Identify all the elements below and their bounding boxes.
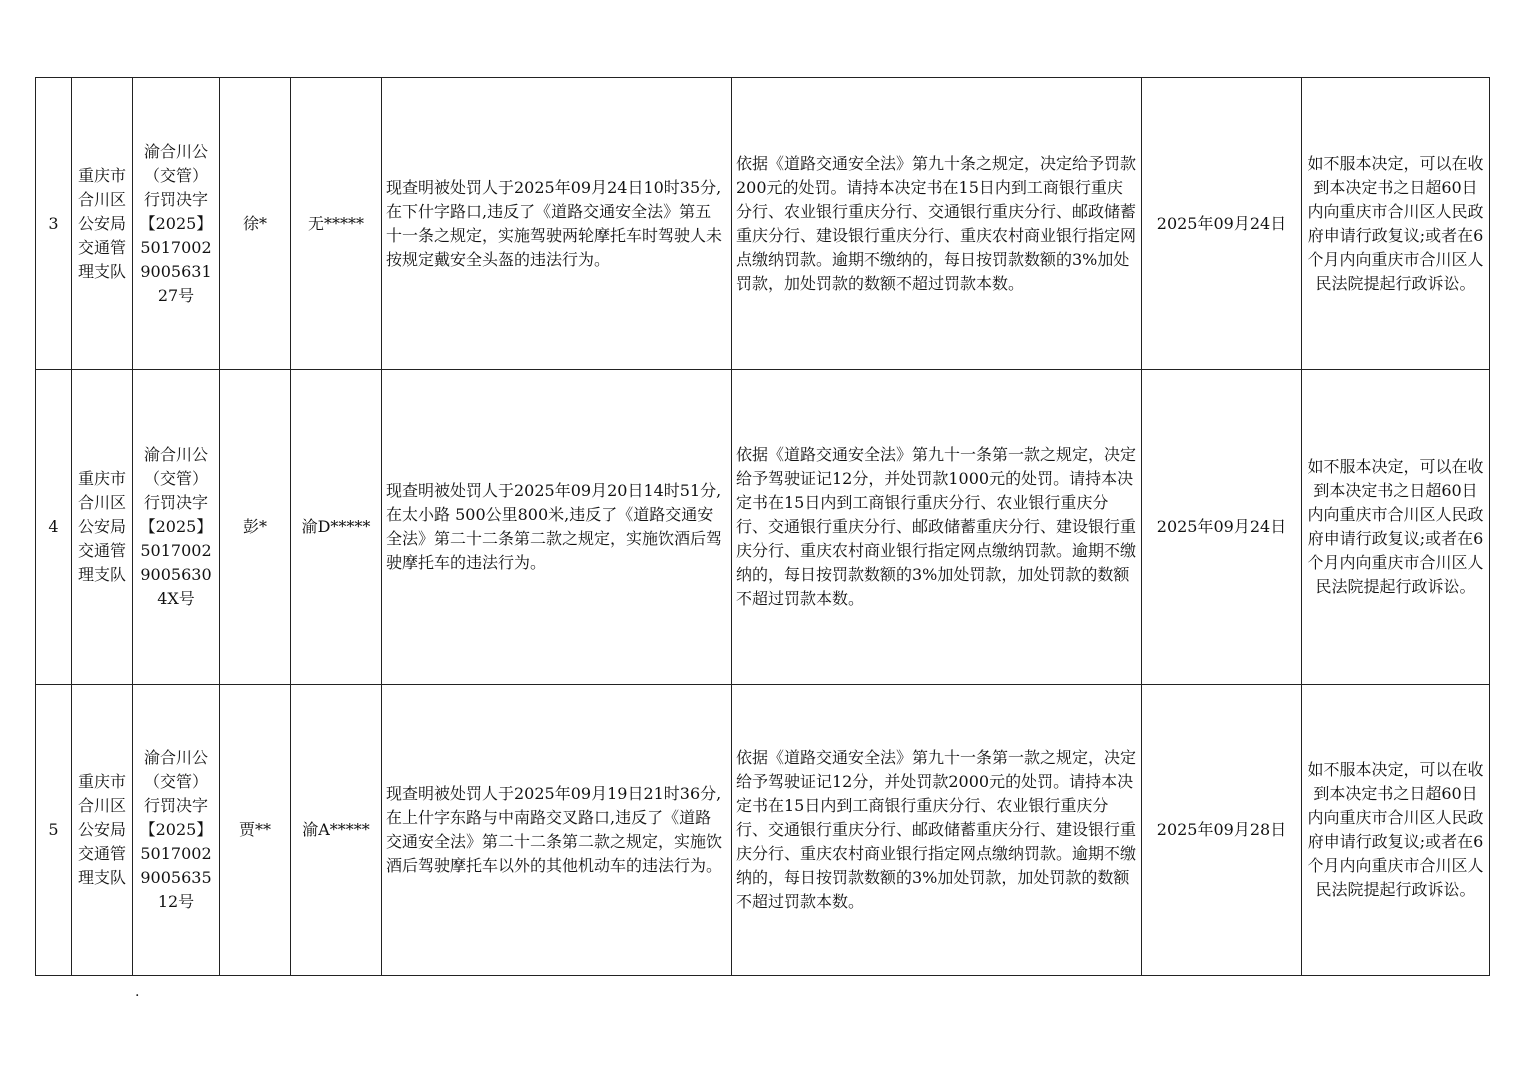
legal-remedy: 如不服本决定，可以在收到本决定书之日超60日内向重庆市合川区人民政府申请行政复议;或者在6个月内向重庆市合川区人民法院提起行政诉讼。 bbox=[1302, 78, 1490, 370]
enforcement-agency: 重庆市合川区公安局交通管理支队 bbox=[72, 78, 133, 370]
table-row bbox=[36, 370, 1490, 685]
penalty-decision-table bbox=[35, 77, 1490, 976]
row-number: 4 bbox=[36, 370, 72, 685]
footer-mark: . bbox=[135, 984, 140, 1000]
decision-date: 2025年09月24日 bbox=[1142, 370, 1302, 685]
penalty-basis: 依据《道路交通安全法》第九十条之规定，决定给予罚款200元的处罚。请持本决定书在15日内到工商银行重庆分行、农业银行重庆分行、交通银行重庆分行、邮政储蓄重庆分行、建设银行重庆分行、重庆农村商业银行指定网点缴纳罚款。逾期不缴纳的，每日按罚款数额的3%加处罚款，加处罚款的数额不超过罚款本数。 bbox=[732, 78, 1142, 370]
penalty-basis: 依据《道路交通安全法》第九十一条第一款之规定，决定给予驾驶证记12分，并处罚款1000元的处罚。请持本决定书在15日内到工商银行重庆分行、农业银行重庆分行、交通银行重庆分行、邮政储蓄重庆分行、建设银行重庆分行、重庆农村商业银行指定网点缴纳罚款。逾期不缴纳的，每日按罚款数额的3%加处罚款，加处罚款的数额不超过罚款本数。 bbox=[732, 370, 1142, 685]
legal-remedy: 如不服本决定，可以在收到本决定书之日超60日内向重庆市合川区人民政府申请行政复议;或者在6个月内向重庆市合川区人民法院提起行政诉讼。 bbox=[1302, 370, 1490, 685]
enforcement-agency: 重庆市合川区公安局交通管理支队 bbox=[72, 685, 133, 976]
license-plate: 无***** bbox=[291, 78, 382, 370]
legal-remedy: 如不服本决定，可以在收到本决定书之日超60日内向重庆市合川区人民政府申请行政复议;或者在6个月内向重庆市合川区人民法院提起行政诉讼。 bbox=[1302, 685, 1490, 976]
table-row bbox=[36, 78, 1490, 370]
row-number: 5 bbox=[36, 685, 72, 976]
offender-name: 徐* bbox=[220, 78, 291, 370]
decision-document-number: 渝合川公（交管）行罚决字【2025】5017002900563512号 bbox=[133, 685, 220, 976]
violation-facts: 现查明被处罚人于2025年09月19日21时36分,在上什字东路与中南路交叉路口,违反了《道路交通安全法》第二十二条第二款之规定，实施饮酒后驾驶摩托车以外的其他机动车的违法行为。 bbox=[382, 685, 732, 976]
license-plate: 渝D***** bbox=[291, 370, 382, 685]
violation-facts: 现查明被处罚人于2025年09月20日14时51分,在太小路 500公里800米,违反了《道路交通安全法》第二十二条第二款之规定，实施饮酒后驾驶摩托车的违法行为。 bbox=[382, 370, 732, 685]
penalty-basis: 依据《道路交通安全法》第九十一条第一款之规定，决定给予驾驶证记12分，并处罚款2000元的处罚。请持本决定书在15日内到工商银行重庆分行、农业银行重庆分行、交通银行重庆分行、邮政储蓄重庆分行、建设银行重庆分行、重庆农村商业银行指定网点缴纳罚款。逾期不缴纳的，每日按罚款数额的3%加处罚款，加处罚款的数额不超过罚款本数。 bbox=[732, 685, 1142, 976]
enforcement-agency: 重庆市合川区公安局交通管理支队 bbox=[72, 370, 133, 685]
offender-name: 贾** bbox=[220, 685, 291, 976]
decision-document-number: 渝合川公（交管）行罚决字【2025】501700290056304X号 bbox=[133, 370, 220, 685]
decision-date: 2025年09月28日 bbox=[1142, 685, 1302, 976]
decision-date: 2025年09月24日 bbox=[1142, 78, 1302, 370]
table-row bbox=[36, 685, 1490, 976]
license-plate: 渝A***** bbox=[291, 685, 382, 976]
decision-document-number: 渝合川公（交管）行罚决字【2025】5017002900563127号 bbox=[133, 78, 220, 370]
row-number: 3 bbox=[36, 78, 72, 370]
offender-name: 彭* bbox=[220, 370, 291, 685]
violation-facts: 现查明被处罚人于2025年09月24日10时35分,在下什字路口,违反了《道路交通安全法》第五十一条之规定，实施驾驶两轮摩托车时驾驶人未按规定戴安全头盔的违法行为。 bbox=[382, 78, 732, 370]
